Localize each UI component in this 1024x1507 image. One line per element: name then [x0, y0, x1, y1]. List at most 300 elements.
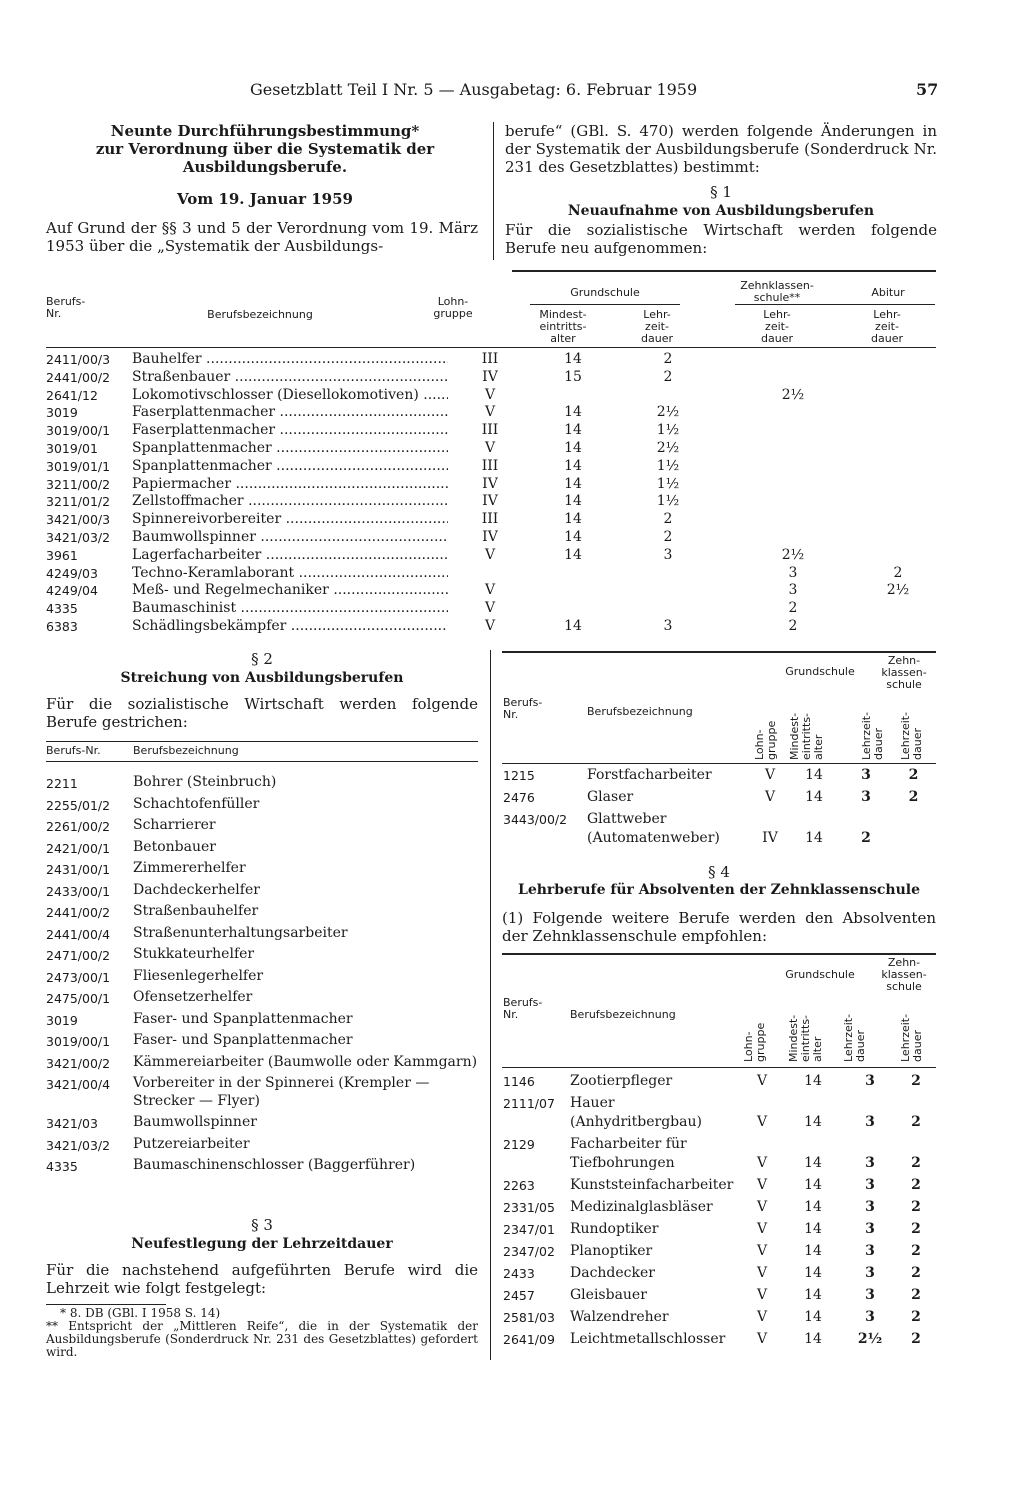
profession-name: Dachdecker	[570, 1265, 655, 1281]
profession-name	[132, 458, 462, 476]
training-duration-zk	[708, 476, 878, 494]
training-duration-abitur	[878, 369, 918, 387]
min-entry-age	[518, 600, 628, 618]
profession-name	[132, 369, 462, 387]
min-entry-age: 14	[804, 1199, 822, 1215]
min-entry-age: 14	[564, 439, 582, 456]
training-duration-gs: 3	[865, 1265, 875, 1281]
training-duration-zk: 2	[911, 1199, 921, 1215]
training-duration-zk	[708, 422, 878, 440]
profession-number: 3019	[46, 405, 78, 421]
table-row	[503, 766, 936, 788]
profession-name: Rundoptiker	[570, 1221, 659, 1237]
training-duration-gs	[628, 582, 708, 600]
profession-name-text: Zellstoffmacher .....	[132, 493, 448, 509]
table-row	[503, 1176, 936, 1198]
profession-name-text: Spanplattenmacher .....	[132, 440, 448, 456]
s3-number: § 3	[251, 1216, 273, 1234]
training-duration-gs: 3	[865, 1309, 875, 1325]
profession-number: 3019/01	[46, 440, 98, 456]
wage-group: V	[484, 439, 496, 456]
profession-number: 2421/00/1	[46, 840, 111, 856]
t4-header-mindest: Mindest- eintritts- alter	[787, 1014, 824, 1062]
profession-number: 2347/02	[503, 1244, 555, 1259]
training-duration-abitur	[878, 458, 918, 476]
training-duration-abitur	[878, 529, 918, 547]
page-number: 57	[916, 80, 939, 99]
wage-group: III	[481, 511, 499, 528]
footnote-1: * 8. DB (GBl. I 1958 S. 14)	[60, 1306, 221, 1320]
profession-number: 2475/00/1	[46, 991, 111, 1006]
wage-group: V	[484, 582, 496, 599]
training-duration-abitur	[878, 351, 918, 369]
table-row	[46, 476, 918, 494]
training-duration-abitur	[878, 493, 918, 511]
profession-number: 2261/00/2	[46, 819, 111, 834]
profession-number: 2411/00/3	[46, 352, 111, 367]
profession-name: Straßenunterhaltungsarbeiter	[133, 924, 348, 941]
min-entry-age: 14	[564, 617, 582, 634]
intro-right: berufe“ (GBl. S. 470) werden folgende Änderungen in der Systematik der Ausbildungsberufe (Sonderdruck Nr. 231 des Gesetzblattes) bestimmt:	[505, 122, 937, 176]
profession-name: Schachtofenfüller	[133, 795, 260, 812]
min-entry-age: 14	[564, 528, 582, 545]
min-entry-age: 14	[805, 789, 823, 805]
profession-number: 3019/00/1	[46, 423, 111, 439]
t4-header-lohn: Lohn- gruppe	[742, 1022, 767, 1062]
profession-name	[132, 493, 462, 511]
document-title	[50, 122, 480, 176]
profession-name-text: Spinnereivorbereiter .....	[132, 511, 448, 527]
training-duration-zk	[891, 810, 936, 851]
profession-number: 1215	[503, 768, 535, 783]
training-duration-zk: 2	[911, 1265, 921, 1281]
training-duration-zk: 2½	[781, 546, 805, 563]
wage-group: IV	[482, 368, 498, 385]
profession-name: Dachdeckerhelfer	[133, 881, 260, 898]
profession-name: Walzendreher	[570, 1309, 669, 1325]
training-duration-gs: 1½	[656, 493, 680, 510]
profession-number: 3421/03/2	[46, 529, 111, 545]
running-title: Gesetzblatt Teil I Nr. 5 — Ausgabetag: 6. Februar 1959	[250, 80, 698, 99]
t3-header-nr: Berufs- Nr.	[503, 696, 543, 721]
table3-header-rule	[502, 763, 936, 764]
profession-name: Stukkateurhelfer	[133, 946, 255, 962]
wage-group: V	[756, 1177, 768, 1193]
wage-group: IV	[762, 830, 778, 846]
training-duration-abitur: 2½	[886, 582, 910, 599]
min-entry-age: 14	[804, 1155, 822, 1171]
training-duration-gs: 3	[865, 1177, 875, 1193]
training-duration-gs: 3	[663, 617, 673, 634]
table-row	[46, 369, 918, 387]
training-duration-zk	[708, 529, 878, 547]
training-duration-gs: 3	[861, 767, 871, 783]
s2-table-top-rule	[46, 741, 478, 742]
profession-number: 3421/00/4	[46, 1077, 111, 1092]
s2-header-name: Berufsbezeichnung	[133, 744, 239, 757]
profession-number: 2476	[503, 790, 535, 805]
s1-text: Für die sozialistische Wirtschaft werden folgende Berufe neu aufgenommen:	[505, 221, 937, 257]
wage-group: V	[484, 386, 496, 403]
t4-header-name: Berufsbezeichnung	[570, 1008, 676, 1021]
list-item	[46, 773, 478, 795]
wage-group: V	[484, 404, 496, 421]
training-duration-zk: 2	[911, 1177, 921, 1193]
s4-text: (1) Folgende weitere Berufe werden den Absolventen der Zehnklassenschule empfohlen:	[502, 909, 936, 945]
profession-name: Zootierpfleger	[570, 1073, 673, 1089]
profession-number: 2441/00/2	[46, 369, 111, 385]
s2-table-header-rule	[46, 761, 478, 762]
table2-deleted-professions	[46, 773, 478, 1178]
wage-group: V	[756, 1287, 768, 1303]
profession-number: 3019/00/1	[46, 1034, 111, 1049]
wage-group: V	[484, 546, 496, 563]
list-item	[46, 816, 478, 838]
profession-name: Ofensetzerhelfer	[133, 989, 253, 1005]
training-duration-gs: 2½	[656, 404, 680, 421]
t1-header-grundschule: Grundschule	[570, 286, 640, 299]
table-row	[46, 351, 918, 369]
profession-name: Fliesenlegerhelfer	[133, 967, 264, 984]
profession-number: 2263	[503, 1178, 535, 1193]
profession-name: Faser- und Spanplattenmacher	[133, 1010, 353, 1027]
s4-number: § 4	[708, 863, 730, 881]
training-duration-gs: 3	[861, 789, 871, 805]
list-item	[46, 1135, 478, 1157]
profession-number: 2441/00/2	[46, 905, 111, 920]
profession-name-text: Lagerfacharbeiter .....	[132, 547, 448, 563]
table-row	[46, 458, 918, 476]
profession-number: 3421/00/3	[46, 512, 111, 528]
table3-top-rule	[502, 651, 936, 653]
profession-name: Forstfacharbeiter	[587, 767, 712, 783]
training-duration-zk: 2	[788, 600, 798, 617]
min-entry-age: 14	[564, 493, 582, 510]
min-entry-age: 14	[804, 1073, 822, 1089]
profession-name-text: Straßenbauer .....	[132, 369, 448, 385]
profession-name	[132, 529, 462, 547]
training-duration-gs	[628, 387, 708, 405]
table-row	[503, 788, 936, 810]
column-divider-bottom	[490, 650, 491, 1360]
profession-name-text: Faserplattenmacher .....	[132, 422, 448, 438]
training-duration-zk: 2	[908, 789, 919, 805]
profession-name-text: Lokomotivschlosser (Diesellokomotiven) .....	[132, 387, 448, 403]
table-row	[503, 1220, 936, 1242]
table-row	[46, 600, 918, 618]
table-row	[503, 1242, 936, 1264]
training-duration-zk: 2	[911, 1073, 921, 1089]
min-entry-age: 14	[804, 1221, 822, 1237]
profession-name-text: Bauhelfer .....	[132, 351, 448, 367]
min-entry-age: 14	[804, 1287, 822, 1303]
table-row	[46, 422, 918, 440]
min-entry-age: 14	[804, 1309, 822, 1325]
list-item	[46, 988, 478, 1010]
table4-header-rule	[502, 1067, 936, 1068]
t3-header-lohn: Lohn- gruppe	[753, 720, 778, 760]
profession-name-text: Schädlingsbekämpfer .....	[132, 618, 448, 634]
list-item	[46, 1074, 478, 1113]
profession-number: 2211	[46, 776, 78, 791]
training-duration-gs: 3	[865, 1243, 875, 1259]
training-duration-gs: 2	[861, 830, 871, 846]
profession-name: Kunststeinfacharbeiter	[570, 1177, 734, 1193]
profession-number: 2129	[503, 1137, 535, 1152]
t1-header-abitur: Abitur	[871, 286, 905, 299]
min-entry-age: 14	[564, 475, 582, 492]
t3-header-name: Berufsbezeichnung	[587, 705, 693, 718]
t1-header-nr: Berufs- Nr.	[46, 295, 86, 320]
training-duration-zk: 3	[788, 564, 798, 581]
profession-name: Planoptiker	[570, 1243, 653, 1259]
s1-title: Neuaufnahme von Ausbildungsberufen	[567, 203, 875, 219]
profession-name-text: Papiermacher .....	[132, 476, 448, 492]
table-row	[46, 493, 918, 511]
list-item	[46, 795, 478, 817]
t1-header-mindest: Mindest- eintritts- alter	[539, 308, 587, 345]
profession-number: 2641/12	[46, 387, 98, 403]
t3-header-zehn: Zehn- klassen- schule	[881, 654, 927, 691]
t1-header-lehr-gs: Lehr- zeit- dauer	[641, 308, 673, 345]
table-row	[503, 810, 936, 851]
t1-sub-rule-gs	[530, 304, 680, 305]
profession-name-text: Faserplattenmacher .....	[132, 404, 448, 420]
profession-name-text: Meß- und Regelmechaniker .....	[132, 582, 448, 598]
profession-number: 2331/05	[503, 1200, 555, 1215]
title-line-1: Neunte Durchführungsbestimmung*	[110, 122, 420, 140]
training-duration-abitur: 2	[893, 564, 903, 581]
wage-group: IV	[482, 475, 498, 492]
wage-group: V	[756, 1155, 768, 1171]
table-row	[503, 1135, 936, 1176]
training-duration-zk: 2	[911, 1221, 921, 1237]
table4-top-rule	[502, 953, 936, 955]
profession-name: Faser- und Spanplattenmacher	[133, 1032, 353, 1048]
table3-lehrzeit	[503, 766, 936, 851]
min-entry-age: 14	[564, 546, 582, 563]
list-item	[46, 859, 478, 881]
training-duration-gs: 3	[865, 1114, 875, 1130]
training-duration-abitur	[878, 422, 918, 440]
training-duration-zk: 2½	[781, 386, 805, 403]
table-row	[46, 511, 918, 529]
training-duration-abitur	[878, 600, 918, 618]
profession-number: 2111/07	[503, 1096, 555, 1111]
profession-name	[132, 476, 462, 494]
t1-header-zehnklassen: Zehnklassen- schule**	[740, 279, 814, 304]
profession-name: Straßenbauhelfer	[133, 903, 259, 919]
wage-group: V	[484, 617, 496, 634]
wage-group: III	[481, 422, 499, 439]
profession-name	[132, 440, 462, 458]
profession-number: 4335	[46, 1159, 78, 1174]
profession-number: 6383	[46, 618, 78, 634]
profession-number: 3019/01/1	[46, 458, 111, 474]
training-duration-zk: 2	[908, 767, 919, 783]
table-row	[503, 1072, 936, 1094]
training-duration-abitur	[878, 476, 918, 494]
training-duration-gs	[628, 600, 708, 618]
training-duration-abitur	[878, 387, 918, 405]
profession-name: Baumwollspinner	[133, 1114, 257, 1130]
profession-name: Bohrer (Steinbruch)	[133, 774, 277, 790]
profession-name: Glattweber (Automatenweber)	[587, 811, 720, 846]
profession-name: Leichtmetallschlosser	[570, 1331, 726, 1347]
profession-name	[132, 582, 462, 600]
profession-name	[132, 422, 462, 440]
training-duration-abitur	[878, 511, 918, 529]
t1-header-lehr-zk: Lehr- zeit- dauer	[761, 308, 793, 345]
list-item	[46, 924, 478, 946]
s4-title: Lehrberufe für Absolventen der Zehnklassenschule	[517, 882, 920, 898]
column-divider-top	[493, 122, 494, 260]
table-row	[503, 1308, 936, 1330]
profession-name	[132, 351, 462, 369]
wage-group: V	[756, 1073, 768, 1089]
list-item	[46, 838, 478, 860]
training-duration-gs: 2½	[656, 439, 680, 456]
training-duration-zk: 3	[788, 582, 798, 599]
min-entry-age: 14	[564, 422, 582, 439]
min-entry-age	[518, 582, 628, 600]
t1-header-lohn: Lohn- gruppe	[433, 295, 473, 320]
profession-number: 3421/03/2	[46, 1137, 111, 1153]
profession-name	[132, 387, 462, 405]
training-duration-gs: 3	[865, 1199, 875, 1215]
list-item	[46, 1156, 478, 1178]
profession-number: 2441/00/4	[46, 926, 111, 942]
training-duration-zk	[708, 369, 878, 387]
list-item	[46, 1010, 478, 1032]
profession-name: Scharrierer	[133, 817, 216, 833]
training-duration-zk	[708, 458, 878, 476]
profession-number: 4249/03	[46, 565, 98, 581]
training-duration-zk: 2	[911, 1155, 921, 1171]
training-duration-gs: 3	[663, 546, 673, 563]
wage-group: V	[764, 767, 776, 783]
profession-number: 2431/00/1	[46, 862, 111, 877]
profession-number: 3421/00/2	[46, 1055, 111, 1071]
table-row	[503, 1286, 936, 1308]
t3-header-lehr-gs: Lehrzeit- dauer	[860, 711, 885, 760]
profession-name-text: Spanplattenmacher .....	[132, 458, 448, 474]
profession-number: 2433	[503, 1266, 535, 1281]
list-item	[46, 902, 478, 924]
wage-group: V	[484, 600, 496, 617]
profession-number: 2433/00/1	[46, 883, 111, 899]
training-duration-zk	[708, 404, 878, 422]
profession-number: 1146	[503, 1074, 535, 1089]
s1-number: § 1	[710, 183, 732, 201]
training-duration-zk: 2	[788, 617, 798, 634]
table-row	[46, 565, 918, 583]
profession-name-text: Baumaschinist .....	[132, 600, 448, 616]
wage-group: V	[756, 1243, 768, 1259]
min-entry-age: 14	[804, 1331, 822, 1347]
wage-group: V	[756, 1265, 768, 1281]
profession-name: Facharbeiter für Tiefbohrungen	[570, 1136, 687, 1171]
s2-header-nr: Berufs-Nr.	[46, 744, 101, 757]
table-row	[46, 547, 918, 565]
wage-group: V	[756, 1331, 768, 1347]
wage-group: III	[481, 351, 499, 367]
table1-new-professions	[46, 351, 918, 636]
min-entry-age: 14	[564, 511, 582, 528]
wage-group: V	[756, 1114, 768, 1130]
wage-group: V	[756, 1199, 768, 1215]
list-item	[46, 945, 478, 967]
t4-header-lehr-gs: Lehrzeit- dauer	[842, 1013, 867, 1062]
t3-header-lehr-zk: Lehrzeit- dauer	[899, 711, 924, 760]
profession-name	[132, 618, 462, 636]
profession-name	[132, 547, 462, 565]
training-duration-gs: 3	[865, 1221, 875, 1237]
wage-group	[462, 565, 518, 583]
training-duration-gs: 2	[663, 368, 673, 385]
training-duration-gs: 2	[663, 528, 673, 545]
min-entry-age	[518, 565, 628, 583]
document-date: Vom 19. Januar 1959	[177, 190, 353, 208]
training-duration-abitur	[878, 618, 918, 636]
training-duration-gs	[628, 565, 708, 583]
profession-name: Kämmereiarbeiter (Baumwolle oder Kammgarn)	[133, 1053, 478, 1070]
training-duration-gs: 2	[663, 351, 673, 367]
profession-number: 2581/03	[503, 1310, 555, 1325]
profession-name: Hauer (Anhydritbergbau)	[570, 1095, 702, 1130]
table-row	[503, 1330, 936, 1352]
list-item	[46, 1031, 478, 1053]
training-duration-zk: 2	[911, 1114, 921, 1130]
profession-number: 3421/03	[46, 1116, 98, 1131]
training-duration-zk	[708, 440, 878, 458]
table4-zehnklassen	[503, 1072, 936, 1352]
wage-group: V	[764, 789, 776, 805]
profession-number: 4335	[46, 601, 78, 617]
training-duration-zk: 2	[911, 1243, 921, 1259]
t4-header-nr: Berufs- Nr.	[503, 996, 543, 1021]
s3-text: Für die nachstehend aufgeführten Berufe wird die Lehrzeit wie folgt festgelegt:	[46, 1261, 478, 1297]
wage-group: IV	[482, 493, 498, 510]
min-entry-age	[518, 387, 628, 405]
min-entry-age: 15	[564, 368, 582, 385]
wage-group: III	[481, 457, 499, 474]
training-duration-gs: 2½	[857, 1331, 883, 1347]
profession-name: Zimmererhelfer	[133, 860, 246, 876]
profession-number: 3443/00/2	[503, 812, 568, 827]
table-row	[46, 387, 918, 405]
training-duration-gs: 1½	[656, 475, 680, 492]
s3-title: Neufestlegung der Lehrzeitdauer	[131, 1236, 393, 1252]
training-duration-gs: 2	[663, 511, 673, 528]
profession-number: 3211/01/2	[46, 494, 111, 510]
training-duration-zk	[708, 493, 878, 511]
t1-header-lehr-ab: Lehr- zeit- dauer	[871, 308, 903, 345]
profession-number: 2255/01/2	[46, 797, 111, 813]
s2-number: § 2	[251, 650, 273, 668]
profession-name: Putzereiarbeiter	[133, 1135, 250, 1152]
training-duration-gs: 3	[865, 1073, 875, 1089]
title-line-2: zur Verordnung über die Systematik der	[95, 140, 435, 158]
table1-header-rule	[46, 347, 936, 348]
training-duration-abitur	[878, 547, 918, 565]
footnote-rule	[46, 1304, 166, 1305]
table-row	[46, 582, 918, 600]
training-duration-abitur	[878, 404, 918, 422]
t1-header-name: Berufsbezeichnung	[207, 308, 313, 321]
title-line-3: Ausbildungsberufe.	[182, 158, 348, 176]
profession-number: 3211/00/2	[46, 476, 111, 492]
